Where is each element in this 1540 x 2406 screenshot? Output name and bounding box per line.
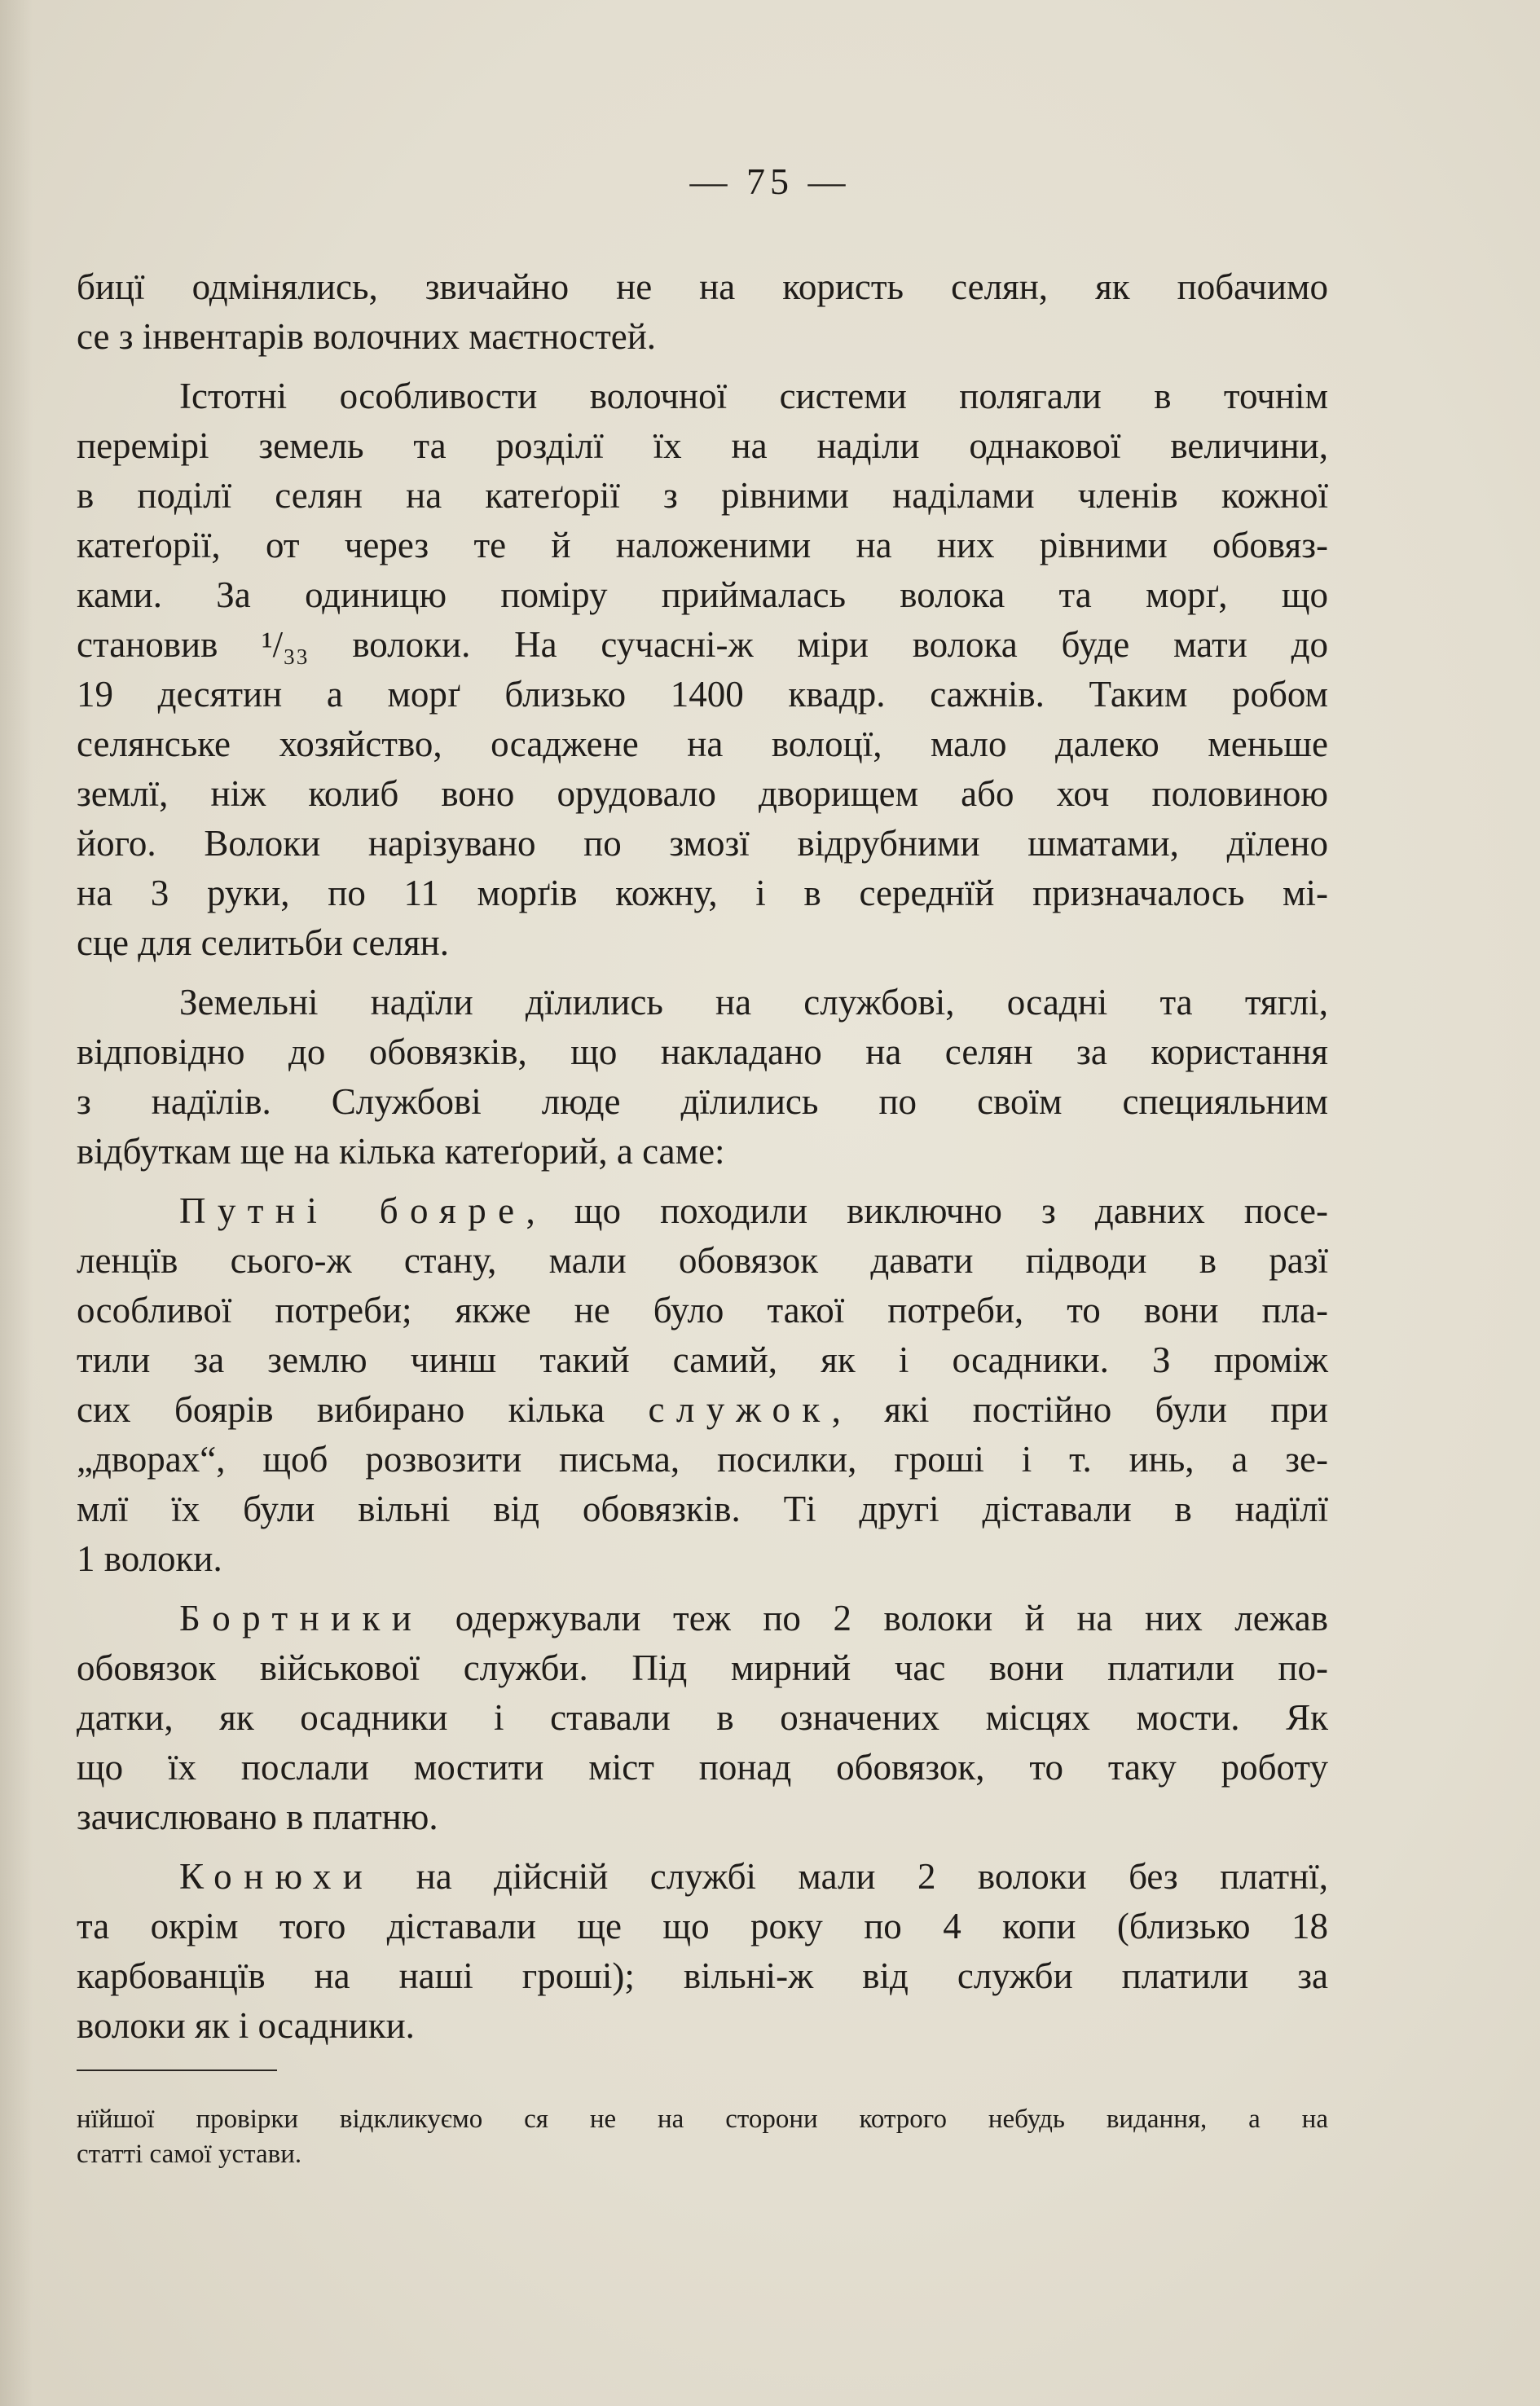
text-line: сце для селитьби селян. [77,922,450,963]
footnote-line: статті самої устави. [77,2140,302,2169]
emphasized-term: Бортники [179,1598,424,1638]
paragraph [77,262,1328,362]
text-line: відбуткам ще на кілька катеґорий, а саме: [77,1131,725,1172]
text-line: „дворах“, щоб розвозити письма, посилки, гроші і т. инь, а зе- [77,1439,1328,1480]
paragraph [77,1594,1328,1842]
emphasized-term: Путні бояре [179,1190,526,1231]
body-text [77,262,1328,2051]
text-segment: , які постійно були при [831,1389,1328,1430]
emphasized-term: служок [648,1389,832,1430]
text-line: зачислювано в платню. [77,1797,438,1837]
text-line: що їх послали мостити міст понад обовязок, то таку роботу [77,1747,1328,1788]
text-line [77,1385,1328,1435]
text-segment: , що походили виключно з давних посе- [526,1190,1328,1231]
paragraph [77,372,1328,968]
text-line: з надїлів. Службові люде дїлились по своїм специяльним [77,1081,1328,1122]
text-line [77,1186,1328,1236]
footnote-line: нїйшої провірки відкликуємо ся не на сторони котрого небудь видання, а на [77,2105,1328,2134]
page-edge-shadow [0,0,33,2406]
text-line: особливої потреби; якже не було такої потреби, то вони пла- [77,1290,1328,1331]
text-line: карбованцїв на наші гроші); вільні-ж від служби платили за [77,1955,1328,1996]
text-line: 1 волоки. [77,1538,222,1579]
text-line: 19 десятин а морґ близько 1400 квадр. сажнів. Таким робом [77,674,1328,715]
text-line: Істотні особливости волочної системи полягали в точнім [179,376,1328,416]
text-line: становив ¹/₃₃ волоки. На сучасні-ж міри волока буде мати до [77,624,1328,665]
text-line: перемірі земель та розділї їх на наділи однакової величини, [77,425,1328,466]
text-line: бицї одмінялись, звичайно не на користь селян, як побачимо [77,266,1328,307]
text-segment: одержували теж по 2 волоки й на них лежав [423,1598,1328,1638]
text-line: ками. За одиницю поміру приймалась волока та морґ, що [77,574,1328,615]
text-line: волоки як і осадники. [77,2005,415,2046]
paragraph [77,1186,1328,1584]
text-line: та окрім того діставали ще що року по 4 копи (близько 18 [77,1906,1328,1946]
page-number: — 75 — [689,161,851,202]
footnote [77,2102,1328,2172]
text-line: датки, як осадники і ставали в означених місцях мости. Як [77,1697,1328,1738]
text-line: селянське хозяйство, осаджене на волоцї, мало далеко меньше [77,724,1328,764]
text-segment: сих боярів вибирано кілька [77,1389,649,1430]
text-line: катеґорії, от через те й наложеними на них рівними обовяз- [77,525,1328,565]
text-line: його. Волоки нарізувано по змозї відрубними шматами, дїлено [77,823,1328,864]
text-line: обовязок військової служби. Під мирний час вони платили по- [77,1647,1328,1688]
text-line: на 3 руки, по 11 морґів кожну, і в середнїй призначалось мі- [77,873,1328,913]
text-line: млї їх були вільні від обовязків. Ті другі діставали в надїлї [77,1489,1328,1529]
text-line: землї, ніж колиб воно орудовало дворищем або хоч половиною [77,773,1328,814]
emphasized-term: Конюхи [179,1856,375,1897]
paragraph [77,978,1328,1177]
footnote-divider [77,2070,277,2071]
text-line: ленцїв сього-ж стану, мали обовязок давати підводи в разї [77,1240,1328,1281]
text-line: тили за землю чинш такий самий, як і осадники. З проміж [77,1339,1328,1380]
text-line: Земельні надїли дїлились на службові, осадні та тяглі, [179,982,1328,1023]
text-line [77,1594,1328,1643]
text-line: відповідно до обовязків, що накладано на селян за користання [77,1031,1328,1072]
text-line: в поділї селян на катеґорії з рівними наділами членів кожної [77,475,1328,516]
paragraph [77,1852,1328,2051]
text-line: се з інвентарів волочних маєтностей. [77,316,657,357]
text-segment: на дійсній службі мали 2 волоки без платнї, [374,1856,1328,1897]
text-line [77,1852,1328,1902]
